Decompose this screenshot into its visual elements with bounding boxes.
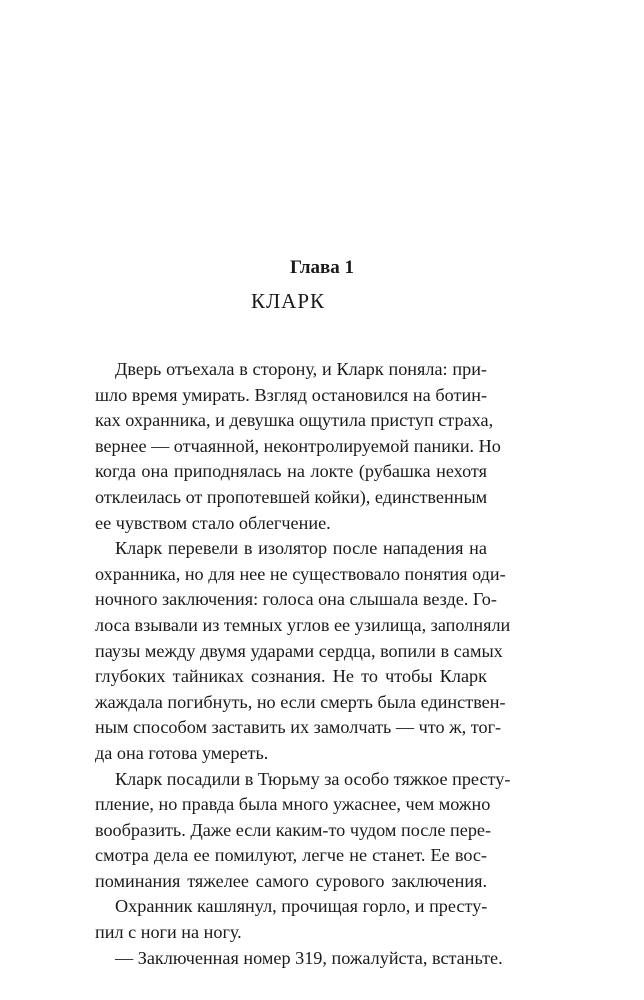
- text-line: вернее — отчаянной, неконтролируемой паники. Но: [95, 435, 501, 456]
- text-line: ночного заключения: голоса она слышала везде. Го-: [95, 589, 497, 610]
- chapter-title: КЛАРК: [250, 289, 326, 313]
- text-line: пление, но правда была много ужаснее, чем можно: [95, 794, 491, 815]
- text-line: ее чувством стало облегчение.: [95, 512, 331, 533]
- text-line: жаждала погибнуть, но если смерть была единствен-: [95, 691, 506, 712]
- text-line: охранника, но для нее не существовало понятия оди-: [95, 563, 506, 584]
- text-line: паузы между двумя ударами сердца, вопили в самых: [95, 640, 503, 661]
- text-line: пил с ноги на ногу.: [95, 922, 242, 943]
- text-line: ным способом заставить их замолчать — что ж, тог-: [95, 717, 502, 738]
- text-line: Дверь отъехала в сторону, и Кларк поняла: при-: [115, 359, 487, 379]
- text-line: когда она приподнялась на локте (рубашка нехотя: [95, 461, 487, 482]
- text-line: вообразить. Даже если каким-то чудом после пере-: [95, 819, 492, 840]
- text-line: Охранник кашлянул, прочищая горло, и престу-: [115, 896, 488, 917]
- text-line: поминания тяжелее самого сурового заключения.: [95, 870, 487, 891]
- chapter-body: [95, 357, 511, 971]
- text-line: ках охранника, и девушка ощутила приступ страха,: [95, 410, 494, 431]
- text-line: смотра дела ее помилуют, легче не станет. Ее вос-: [95, 845, 487, 866]
- text-line: Кларк перевели в изолятор после нападения на: [115, 538, 487, 559]
- text-line: да она готова умереть.: [95, 742, 269, 763]
- text-line: шло время умирать. Взгляд остановился на ботин-: [95, 384, 487, 405]
- chapter-number: Глава 1: [289, 257, 355, 278]
- text-line: отклеилась от пропотевшей койки), единственным: [95, 486, 488, 507]
- text-line: Кларк посадили в Тюрьму за особо тяжкое престу-: [115, 768, 511, 789]
- text-line: — Заключенная номер 319, пожалуйста, встаньте.: [115, 947, 503, 968]
- text-line: лоса взывали из темных углов ее узилища, заполняли: [95, 614, 511, 635]
- text-line: глубоких тайниках сознания. Не то чтобы Кларк: [95, 666, 487, 687]
